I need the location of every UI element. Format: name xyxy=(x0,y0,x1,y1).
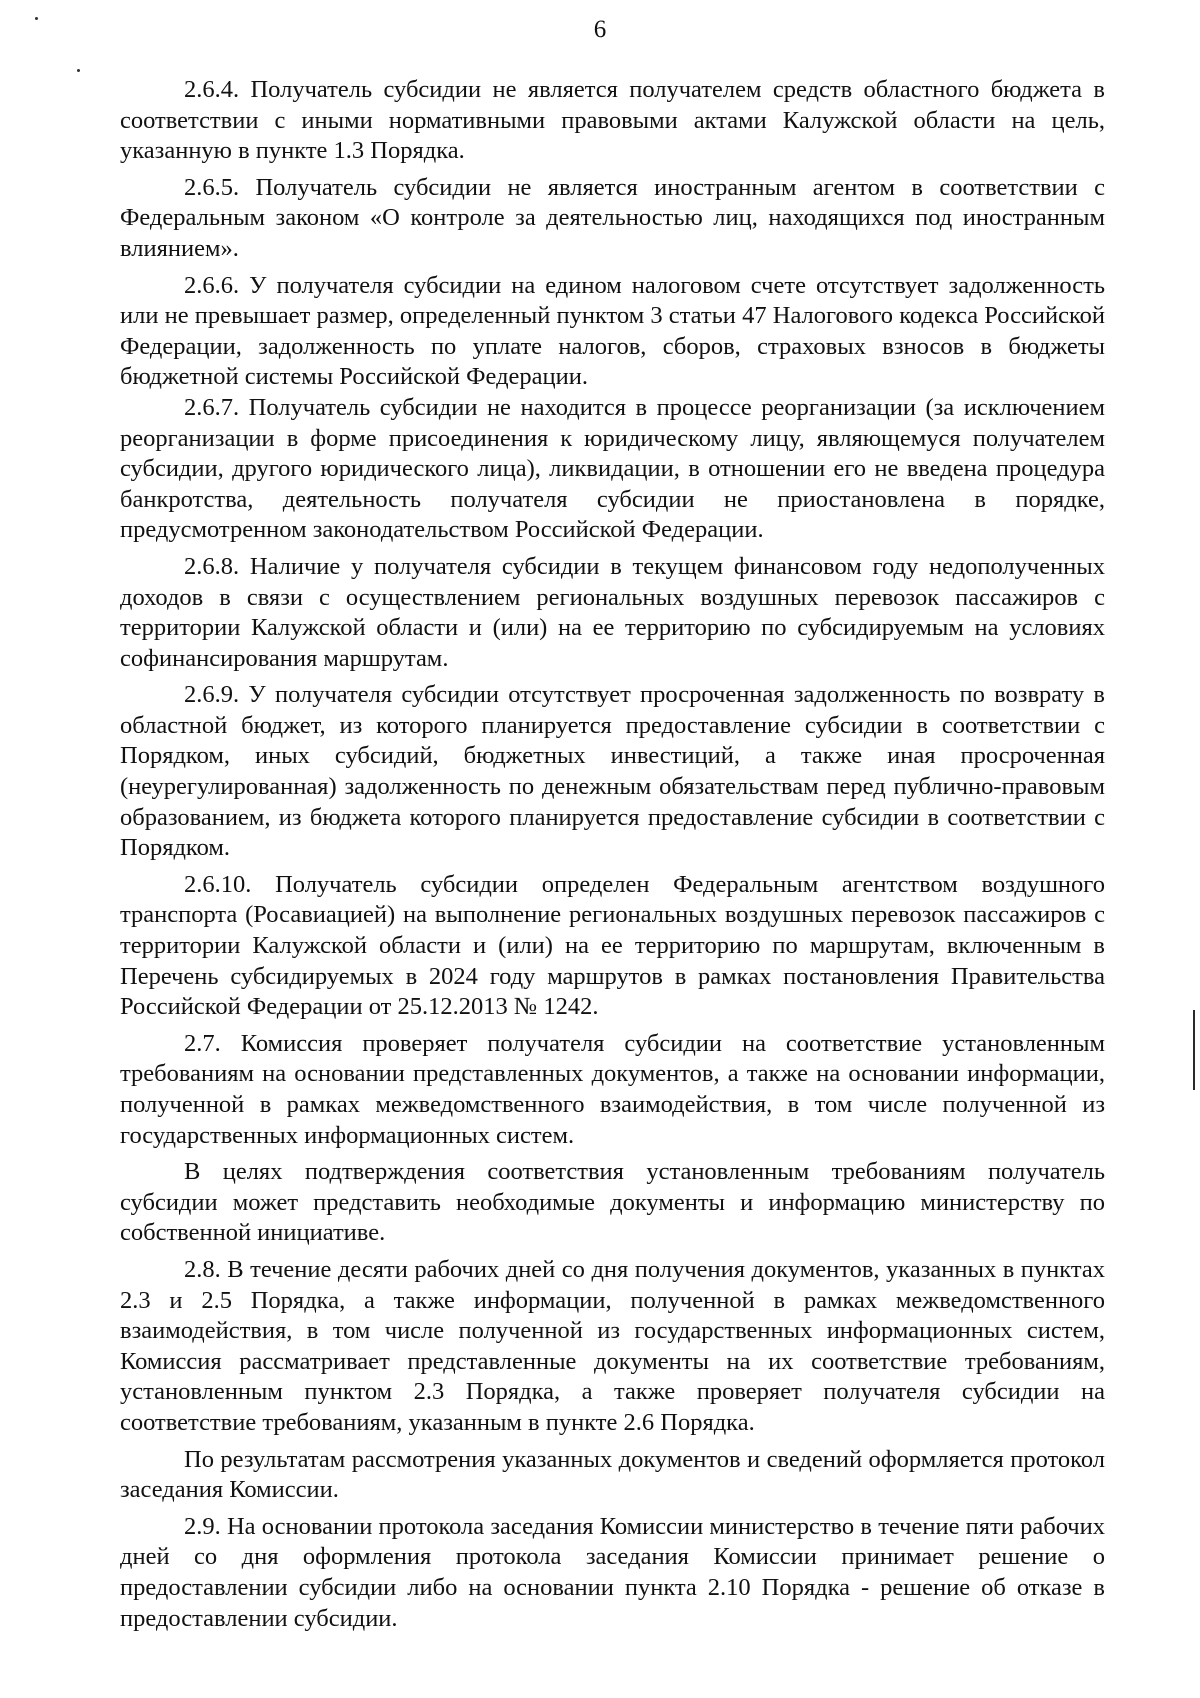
paragraph-protocol-note: По результатам рассмотрения указанных документов и сведений оформляется протокол заседания Комиссии. xyxy=(120,1445,1105,1504)
paragraph-2-6-6: 2.6.6. У получателя субсидии на едином налоговом счете отсутствует задолженность или не превышает размер, определенный пунктом 3 статьи 47 Налогового кодекса Российской Федерации, задолженность по уплате налогов, сборов, страховых взносов в бюджеты бюджетной системы Российской Федерации. xyxy=(120,271,1105,391)
paragraph-2-6-9: 2.6.9. У получателя субсидии отсутствует просроченная задолженность по возврату в областной бюджет, из которого планируется предоставление субсидии в соответствии с Порядком, иных субсидий, бюджетных инвестиций, а также иная просроченная (неурегулированная) задолженность по денежным обязательствам перед публично-правовым образованием, из бюджета которого планируется предоставление субсидии в соответствии с Порядком. xyxy=(120,681,1105,862)
page-number: 6 xyxy=(593,16,607,43)
scan-edge-mark xyxy=(1193,1010,1195,1090)
paragraph-verification-note: В целях подтверждения соответствия установленным требованиям получатель субсидии может представить необходимые документы и информацию министерству по собственной инициативе. xyxy=(120,1158,1105,1247)
paragraph-2-6-4: 2.6.4. Получатель субсидии не является получателем средств областного бюджета в соответствии с иными нормативными правовыми актами Калужской области на цель, указанную в пункте 1.3 Порядка. xyxy=(120,76,1105,165)
paragraph-2-6-8: 2.6.8. Наличие у получателя субсидии в текущем финансовом году недополученных доходов в связи с осуществлением региональных воздушных перевозок пассажиров с территории Калужской области и (или) на ее территорию по субсидируемым на условиях софинансирования маршрутам. xyxy=(120,552,1105,672)
document-body xyxy=(120,75,1105,1634)
scan-speck xyxy=(77,69,80,72)
paragraph-2-8: 2.8. В течение десяти рабочих дней со дня получения документов, указанных в пунктах 2.3 и 2.5 Порядка, а также информации, полученной в рамках межведомственного взаимодействия, в том числе полученной из государственных информационных систем, Комиссия рассматривает представленные документы на их соответствие требованиям, установленным пунктом 2.3 Порядка, а также проверяет получателя субсидии на соответствие требованиям, указанным в пункте 2.6 Порядка. xyxy=(120,1255,1105,1436)
paragraph-2-6-10: 2.6.10. Получатель субсидии определен Федеральным агентством воздушного транспорта (Росавиацией) на выполнение региональных воздушных перевозок пассажиров с территории Калужской области и (или) на ее территорию по маршрутам, включенным в Перечень субсидируемых в 2024 году маршрутов в рамках постановления Правительства Российской Федерации от 25.12.2013 № 1242. xyxy=(120,870,1105,1021)
paragraph-2-6-5: 2.6.5. Получатель субсидии не является иностранным агентом в соответствии с Федеральным законом «О контроле за деятельностью лиц, находящихся под иностранным влиянием». xyxy=(120,173,1105,262)
paragraph-2-6-7: 2.6.7. Получатель субсидии не находится в процессе реорганизации (за исключением реорганизации в форме присоединения к юридическому лицу, являющемуся получателем субсидии, другого юридического лица), ликвидации, в отношении его не введена процедура банкротства, деятельность получателя субсидии не приостановлена в порядке, предусмотренном законодательством Российской Федерации. xyxy=(120,393,1105,544)
paragraph-2-7: 2.7. Комиссия проверяет получателя субсидии на соответствие установленным требованиям на основании представленных документов, а также на основании информации, полученной в рамках межведомственного взаимодействия, в том числе полученной из государственных информационных систем. xyxy=(120,1029,1105,1149)
paragraph-2-9: 2.9. На основании протокола заседания Комиссии министерство в течение пяти рабочих дней со дня оформления протокола заседания Комиссии принимает решение о предоставлении субсидии либо на основании пункта 2.10 Порядка - решение об отказе в предоставлении субсидии. xyxy=(120,1512,1105,1632)
